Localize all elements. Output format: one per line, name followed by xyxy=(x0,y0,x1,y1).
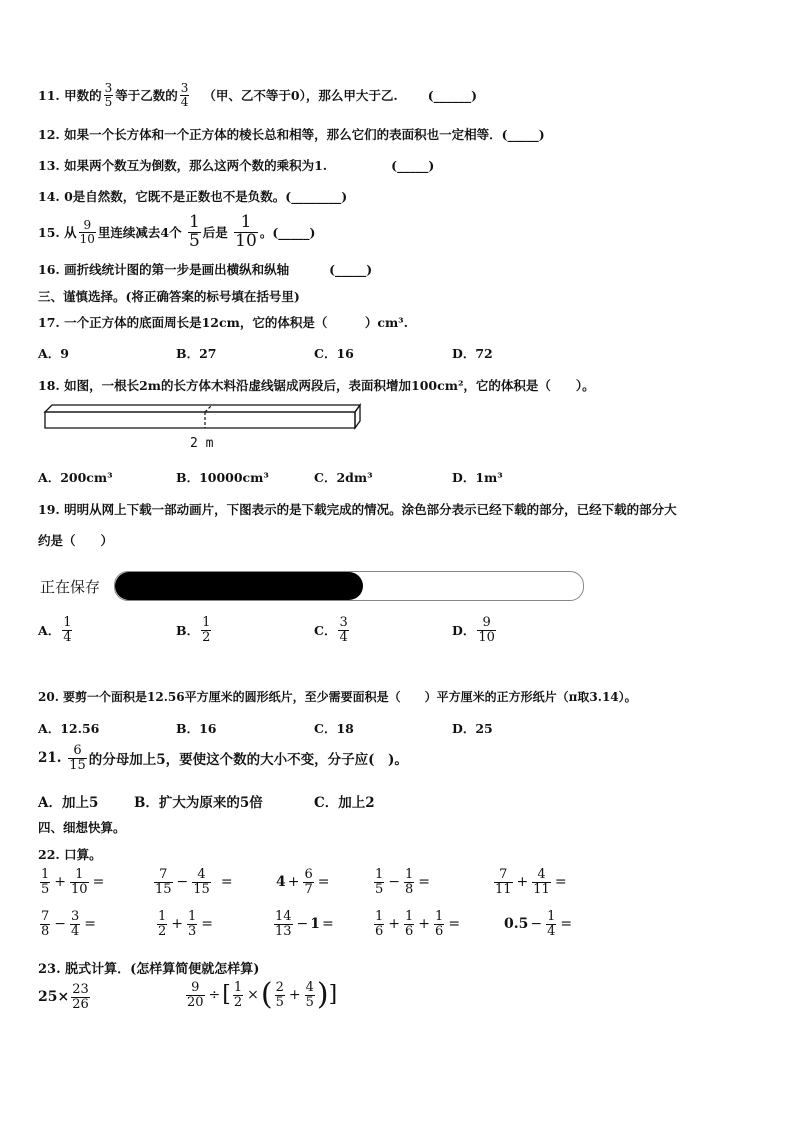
question-21: 21. 6 15 的分母加上5，要使这个数的大小不变，分子应( )。 xyxy=(38,743,408,773)
question-22: 22. 口算。 xyxy=(38,847,102,862)
oral-item: 4 + $\frac{6}{7}$ = xyxy=(276,867,330,897)
beam-length-label: 2 m xyxy=(190,436,214,451)
option-d[interactable]: D．1m³ xyxy=(452,470,503,485)
fraction: 1 5 xyxy=(188,212,200,251)
expression-2: $\frac{9}{20}$ ÷ [ $\frac{1}{2}$ × ( 2 5 + $\frac{4}{5}$ ) ] xyxy=(187,977,338,1012)
fraction: 1 10 xyxy=(235,212,257,251)
answer-blank[interactable]: (_____) xyxy=(391,157,435,173)
option-b[interactable]: B．27 xyxy=(176,346,217,361)
option-b[interactable]: B．10000cm³ xyxy=(176,470,269,485)
question-19-line-2: 约是（ ） xyxy=(38,533,114,548)
question-20: 20. 要剪一个面积是12.56平方厘米的圆形纸片，至少需要面积是（ ）平方厘米的正方形纸片（π取3.14）。 xyxy=(38,690,637,704)
oral-item: 1 2 + $\frac{1}{3}$ = xyxy=(158,909,214,939)
question-16: 16. 画折线统计图的第一步是画出横纵和纵轴 (_____) xyxy=(38,261,373,277)
question-13: 13. 如果两个数互为倒数，那么这两个数的乘积为1. (_____) xyxy=(38,157,435,173)
progress-fill xyxy=(115,572,363,600)
wood-beam-figure xyxy=(40,400,362,432)
oral-item: 1 5 + $\frac{1}{10}$ = xyxy=(41,867,105,897)
option-d[interactable]: D． 9 10 xyxy=(452,614,495,645)
q-number: 11. xyxy=(38,87,60,103)
question-18: 18. 如图，一根长2m的长方体木料沿虚线锯成两段后，表面积增加100cm²，它的体积是（ ）。 xyxy=(38,378,595,393)
oral-item: 7 11 + $\frac{4}{11}$ = xyxy=(495,867,567,897)
question-11: 11. 甲数的 3 5 等于乙数的 3 4 （甲、乙不等于0），那么甲大于乙. (______) xyxy=(38,81,478,109)
option-c[interactable]: C．2dm³ xyxy=(314,470,373,485)
oral-item: 7 8 − $\frac{3}{4}$ = xyxy=(41,909,97,939)
progress-label: 正在保存 xyxy=(40,579,101,596)
oral-item: 0.5 − $\frac{1}{4}$ = xyxy=(504,909,573,939)
question-14: 14. 0是自然数，它既不是正数也不是负数。(________) xyxy=(38,189,348,204)
question-15: 15. 从 9 10 里连续减去4个 1 5 后是 1 10 。(_____) xyxy=(38,212,316,251)
oral-item: 7 15 − $\frac{4}{15}$ = xyxy=(155,867,233,897)
option-a[interactable]: A．加上5 xyxy=(38,795,99,811)
section-3-heading: 三、谨慎选择。(将正确答案的标号填在括号里) xyxy=(38,289,300,304)
answer-blank[interactable]: (_____) xyxy=(329,261,373,277)
option-c[interactable]: C． 3 4 xyxy=(314,614,348,645)
option-a[interactable]: A．200cm³ xyxy=(38,470,113,485)
option-a[interactable]: A．12.56 xyxy=(38,721,100,736)
question-23: 23. 脱式计算．(怎样算简便就怎样算) xyxy=(38,962,260,977)
oral-item: 1 6 + $\frac{1}{6}$ + $\frac{1}{6}$ = xyxy=(375,909,461,939)
fraction: 6 15 xyxy=(69,743,86,773)
option-c[interactable]: C．16 xyxy=(314,346,354,361)
question-17: 17. 一个正方体的底面周长是12cm，它的体积是（ ）cm³. xyxy=(38,315,408,330)
fraction: 3 4 xyxy=(180,81,189,109)
option-b[interactable]: B．16 xyxy=(176,721,217,736)
option-d[interactable]: D．25 xyxy=(452,721,493,736)
question-19-line-1: 19. 明明从网上下载一部动画片，下图表示的是下载完成的情况。涂色部分表示已经下载的部分，已经下载的部分大 xyxy=(38,502,677,517)
option-a[interactable]: A．9 xyxy=(38,346,69,361)
option-b[interactable]: B． 1 2 xyxy=(176,614,211,645)
option-c[interactable]: C．加上2 xyxy=(314,795,375,811)
question-12: 12. 如果一个长方体和一个正方体的棱长总和相等，那么它们的表面积也一定相等．(_____) xyxy=(38,127,545,142)
fraction: 3 5 xyxy=(104,81,113,109)
section-4-heading: 四、细想快算。 xyxy=(38,820,126,835)
option-d[interactable]: D．72 xyxy=(452,346,493,361)
fraction: 9 10 xyxy=(79,218,95,246)
expression-1: 25× $\frac{23}{26}$ xyxy=(38,982,89,1012)
progress-track xyxy=(114,571,584,601)
option-b[interactable]: B．扩大为原来的5倍 xyxy=(134,795,263,811)
option-a[interactable]: A． 1 4 xyxy=(38,614,72,645)
oral-item: 1 5 − $\frac{1}{8}$ = xyxy=(375,867,431,897)
option-c[interactable]: C．18 xyxy=(314,721,354,736)
answer-blank[interactable]: (______) xyxy=(427,87,478,103)
oral-item: 14 13 − 1 = xyxy=(275,909,334,939)
